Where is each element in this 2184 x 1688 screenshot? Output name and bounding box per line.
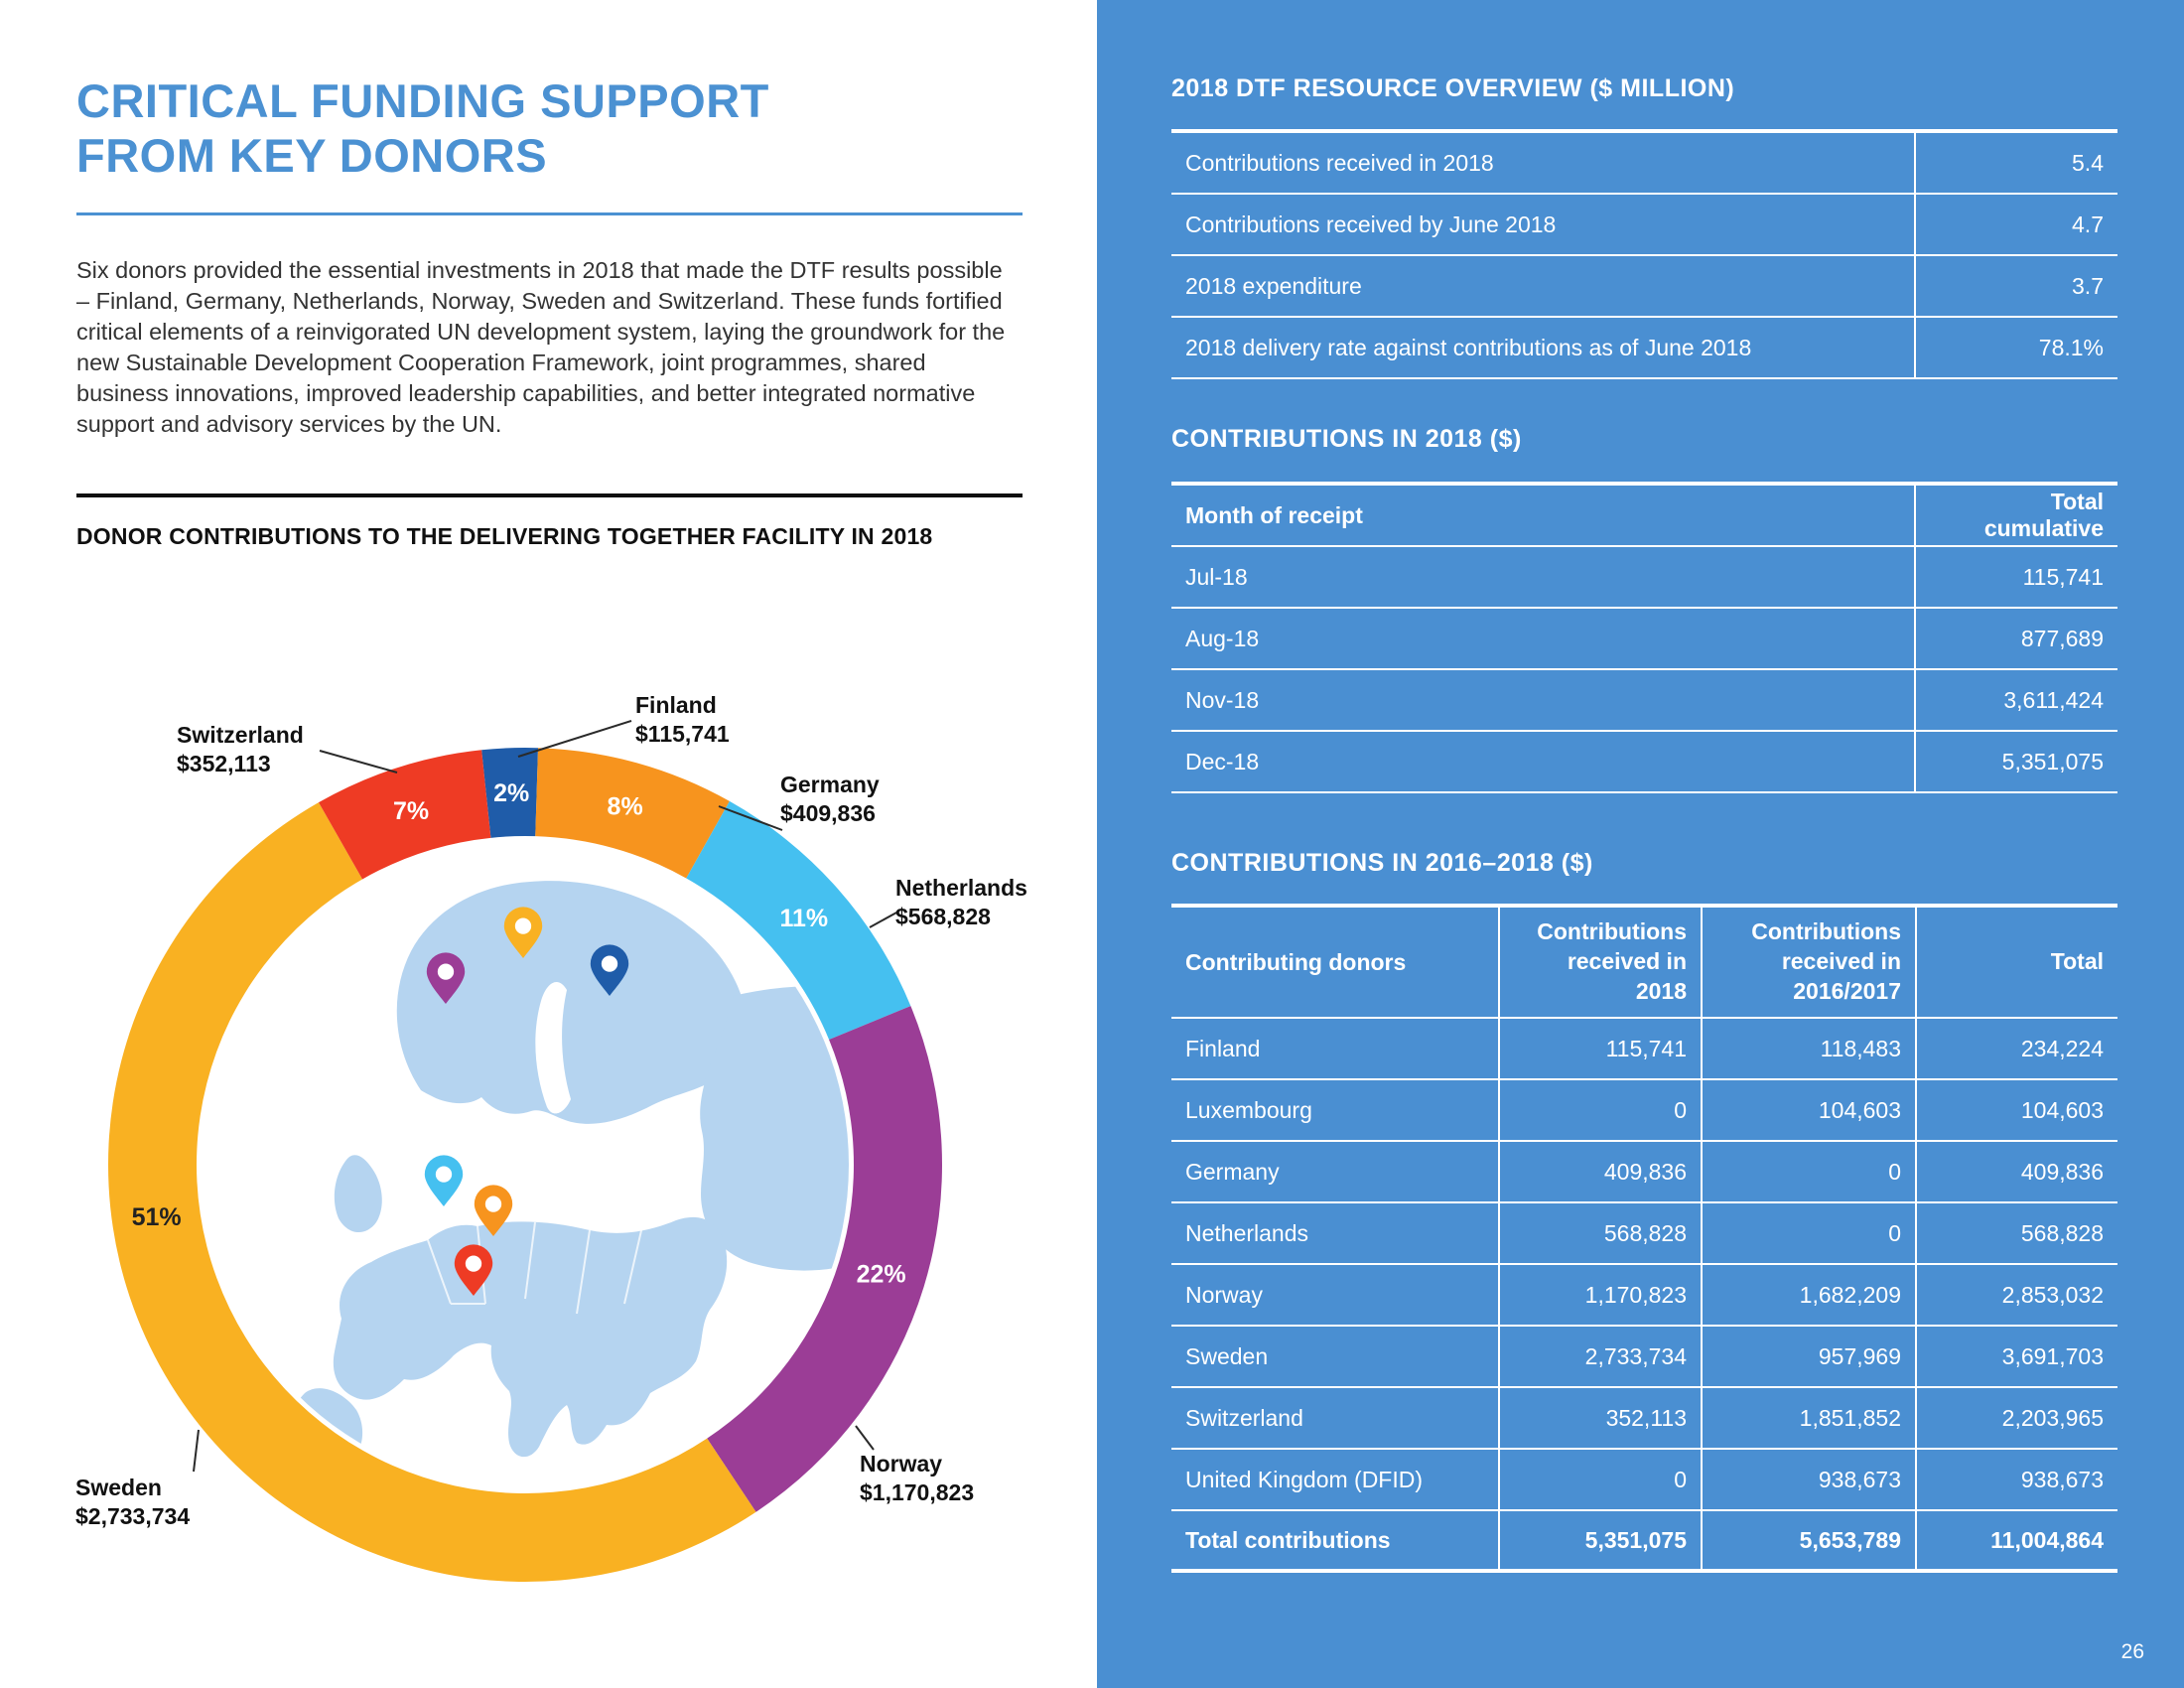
cell-2018: 568,828 — [1498, 1203, 1701, 1263]
row-label: 2018 delivery rate against contributions as of June 2018 — [1185, 334, 1752, 360]
title-divider — [76, 212, 1023, 215]
table-row — [1171, 1388, 2117, 1450]
col-header-2016-2017: Contributions received in 2016/2017 — [1701, 908, 1915, 1017]
map-fennoscandia — [397, 881, 747, 1124]
netherlands-pin-icon — [425, 1155, 463, 1206]
cell-donor: Sweden — [1185, 1342, 1269, 1369]
table-row — [1171, 1327, 2117, 1388]
table-row — [1171, 732, 2117, 793]
donut-percent-germany: 8% — [607, 792, 643, 821]
overview-table-title: 2018 DTF RESOURCE OVERVIEW ($ MILLION) — [1171, 74, 1735, 102]
cell-donor: Finland — [1185, 1035, 1261, 1061]
cell-total: 2,203,965 — [1915, 1388, 2117, 1448]
donor-name: Norway — [860, 1451, 943, 1477]
right-panel — [1097, 0, 2184, 1688]
table-row — [1171, 133, 2117, 195]
contrib2016-table — [1171, 904, 2117, 1573]
cell-donor: Germany — [1185, 1158, 1280, 1185]
table-row — [1171, 609, 2117, 670]
cell-2016-2017: 104,603 — [1701, 1080, 1915, 1140]
col-header-total: Total cumulative — [1914, 486, 2117, 545]
row-value: 78.1% — [1914, 318, 2117, 377]
table-row — [1171, 1203, 2117, 1265]
cell-total: 938,673 — [1915, 1450, 2117, 1509]
cell-2016-2017: 938,673 — [1701, 1450, 1915, 1509]
callout-netherlands — [870, 912, 898, 927]
cell-2018: 0 — [1498, 1450, 1701, 1509]
donut-percent-finland: 2% — [493, 779, 530, 808]
cell-2016-2017: 1,682,209 — [1701, 1265, 1915, 1325]
page-title-line1: CRITICAL FUNDING SUPPORT — [76, 74, 769, 127]
col-header-month: Month of receipt — [1185, 501, 1363, 528]
table-row — [1171, 547, 2117, 609]
cell-donor: Luxembourg — [1185, 1096, 1312, 1123]
row-month: Dec-18 — [1185, 748, 1260, 774]
cell-2016-2017: 0 — [1701, 1203, 1915, 1263]
col-header-total: Total — [1915, 908, 2117, 1017]
table-header-row — [1171, 908, 2117, 1019]
cell-donor: Netherlands — [1185, 1219, 1309, 1246]
table-row — [1171, 1265, 2117, 1327]
chart-section-title: DONOR CONTRIBUTIONS TO THE DELIVERING TOGETHER FACILITY IN 2018 — [76, 523, 933, 550]
donut-percent-switzerland: 7% — [393, 796, 430, 825]
table-row — [1171, 670, 2117, 732]
table-row — [1171, 195, 2117, 256]
donor-amount: $2,733,734 — [75, 1503, 191, 1529]
donut-percent-netherlands: 11% — [779, 905, 829, 933]
cell-2018: 352,113 — [1498, 1388, 1701, 1448]
cell-2018: 409,836 — [1498, 1142, 1701, 1201]
row-value: 3.7 — [1914, 256, 2117, 316]
row-value: 115,741 — [1914, 547, 2117, 607]
donut-chart-area — [0, 594, 1097, 1686]
row-label: Contributions received by June 2018 — [1185, 211, 1557, 237]
donor-label-sweden — [75, 1474, 190, 1531]
row-value: 5,351,075 — [1914, 732, 2117, 791]
table-row — [1171, 318, 2117, 379]
donor-label-switzerland — [177, 721, 304, 778]
cell-total: 409,836 — [1915, 1142, 2117, 1201]
cell-total: 3,691,703 — [1915, 1327, 2117, 1386]
donut-percent-norway: 22% — [856, 1260, 906, 1289]
cell-2016-2017: 957,969 — [1701, 1327, 1915, 1386]
contrib2016-table-title: CONTRIBUTIONS IN 2016–2018 ($) — [1171, 849, 1593, 877]
donor-name: Germany — [780, 772, 880, 797]
row-label: Contributions received in 2018 — [1185, 149, 1494, 176]
donor-amount: $352,113 — [177, 751, 271, 776]
row-value: 3,611,424 — [1914, 670, 2117, 730]
cell-2018: 0 — [1498, 1080, 1701, 1140]
row-value: 877,689 — [1914, 609, 2117, 668]
col-header-donors: Contributing donors — [1185, 948, 1407, 975]
donor-amount: $409,836 — [780, 800, 876, 826]
donor-name: Finland — [635, 692, 717, 718]
row-month: Nov-18 — [1185, 686, 1260, 713]
page-title-line2: FROM KEY DONORS — [76, 128, 548, 182]
section-divider — [76, 493, 1023, 497]
page-title — [76, 74, 1024, 183]
intro-paragraph: Six donors provided the essential investments in 2018 that made the DTF results possible – Finland, Germany, Netherlands, Norway, Sweden and Switzerland. These funds fortified critical elements of a reinvigorated UN development system, laying the groundwork for the new Sustainable Development Cooperation Framework, joint programmes, shared business innovations, improved leadership capabilities, and better integrated normative support and advisory services by the UN. — [76, 257, 1006, 438]
row-month: Aug-18 — [1185, 625, 1260, 651]
table-total-row — [1171, 1511, 2117, 1573]
callout-switzerland — [320, 751, 397, 773]
cell-2018: 1,170,823 — [1498, 1265, 1701, 1325]
contrib2018-table — [1171, 482, 2117, 793]
cell-2016-2017: 1,851,852 — [1701, 1388, 1915, 1448]
donor-label-finland — [635, 691, 730, 749]
cell-total-label: Total contributions — [1185, 1526, 1391, 1553]
donut-percent-sweden: 51% — [131, 1202, 182, 1231]
cell-2018: 115,741 — [1498, 1019, 1701, 1078]
cell-donor: Switzerland — [1185, 1404, 1303, 1431]
donor-label-norway — [860, 1450, 974, 1507]
donor-amount: $1,170,823 — [860, 1479, 975, 1505]
map-britain — [335, 1155, 382, 1232]
donor-label-netherlands — [895, 874, 1027, 931]
table-row — [1171, 1142, 2117, 1203]
donor-label-germany — [780, 771, 880, 828]
callout-norway — [856, 1426, 874, 1450]
donor-amount: $115,741 — [635, 721, 730, 747]
contrib2018-table-title: CONTRIBUTIONS IN 2018 ($) — [1171, 425, 1522, 453]
table-row — [1171, 1080, 2117, 1142]
row-value: 4.7 — [1914, 195, 2117, 254]
cell-total: 11,004,864 — [1915, 1511, 2117, 1569]
donor-name: Sweden — [75, 1475, 162, 1500]
callout-sweden — [194, 1430, 199, 1472]
col-header-2018: Contributions received in 2018 — [1498, 908, 1701, 1017]
table-row — [1171, 1019, 2117, 1080]
cell-donor: United Kingdom (DFID) — [1185, 1466, 1424, 1492]
donor-amount: $568,828 — [895, 904, 991, 929]
cell-2016-2017: 5,653,789 — [1701, 1511, 1915, 1569]
row-month: Jul-18 — [1185, 563, 1248, 590]
cell-2018: 5,351,075 — [1498, 1511, 1701, 1569]
cell-donor: Norway — [1185, 1281, 1263, 1308]
cell-2018: 2,733,734 — [1498, 1327, 1701, 1386]
table-row — [1171, 1450, 2117, 1511]
europe-map — [288, 881, 853, 1475]
cell-total: 234,224 — [1915, 1019, 2117, 1078]
cell-2016-2017: 118,483 — [1701, 1019, 1915, 1078]
cell-total: 568,828 — [1915, 1203, 2117, 1263]
cell-total: 104,603 — [1915, 1080, 2117, 1140]
overview-table — [1171, 129, 2117, 379]
table-row — [1171, 256, 2117, 318]
row-value: 5.4 — [1914, 133, 2117, 193]
cell-2016-2017: 0 — [1701, 1142, 1915, 1201]
table-header-row — [1171, 486, 2117, 547]
donor-name: Switzerland — [177, 722, 304, 748]
page-number: 26 — [2120, 1640, 2144, 1663]
cell-total: 2,853,032 — [1915, 1265, 2117, 1325]
row-label: 2018 expenditure — [1185, 272, 1362, 299]
donor-name: Netherlands — [895, 875, 1027, 901]
